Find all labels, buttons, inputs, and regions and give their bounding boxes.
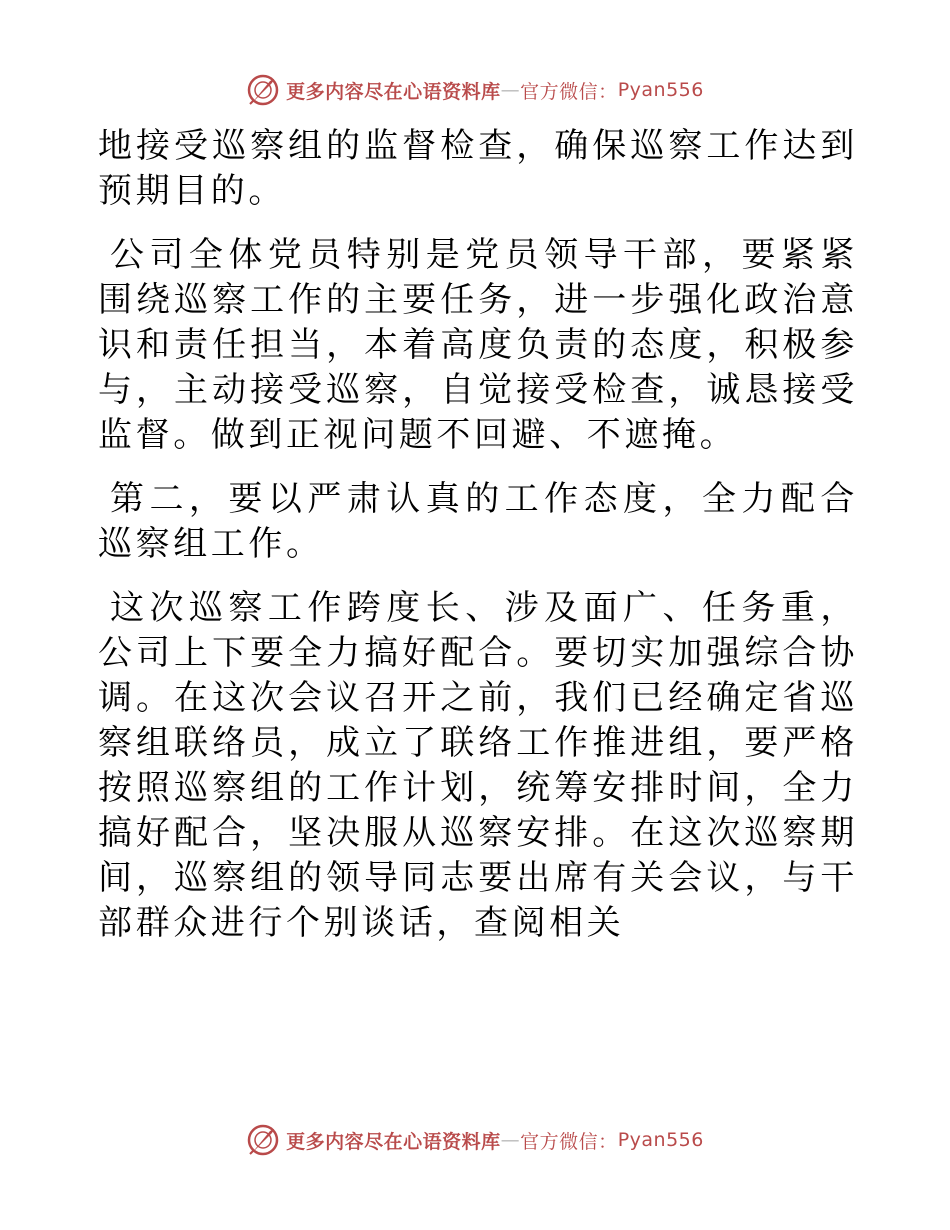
quill-logo-icon [246,1123,280,1157]
paragraph-3: 第二，要以严肃认真的工作态度，全力配合巡察组工作。 [98,479,858,564]
watermark-wechat-id: Pyan556 [617,79,704,101]
watermark-main-text: 更多内容尽在心语资料库 [286,1130,501,1153]
watermark-wechat-label: 官方微信： [520,1130,618,1153]
document-body [98,124,858,965]
paragraph-2: 公司全体党员特别是党员领导干部，要紧紧围绕巡察工作的主要任务，进一步强化政治意识和责任担当，本着高度负责的态度，积极参与，主动接受巡察，自觉接受检查，诚恳接受监督。做到正视问题不回避、不遮掩。 [98,235,858,455]
watermark-main-text: 更多内容尽在心语资料库 [286,80,501,103]
header-watermark [0,70,950,110]
footer-watermark [0,1120,950,1160]
paragraph-4: 这次巡察工作跨度长、涉及面广、任务重，公司上下要全力搞好配合。要切实加强综合协调。在这次会议召开之前，我们已经确定省巡察组联络员，成立了联络工作推进组，要严格按照巡察组的工作计划，统筹安排时间，全力搞好配合，坚决服从巡察安排。在这次巡察期间，巡察组的领导同志要出席有关会议，与干部群众进行个别谈话，查阅相关 [98,588,858,943]
quill-logo-icon [246,73,280,107]
paragraph-1: 地接受巡察组的监督检查，确保巡察工作达到预期目的。 [98,126,858,211]
watermark-separator: — [500,1129,521,1151]
watermark-wechat-label: 官方微信： [520,80,618,103]
watermark-wechat-id: Pyan556 [617,1129,704,1151]
watermark-separator: — [500,79,521,101]
